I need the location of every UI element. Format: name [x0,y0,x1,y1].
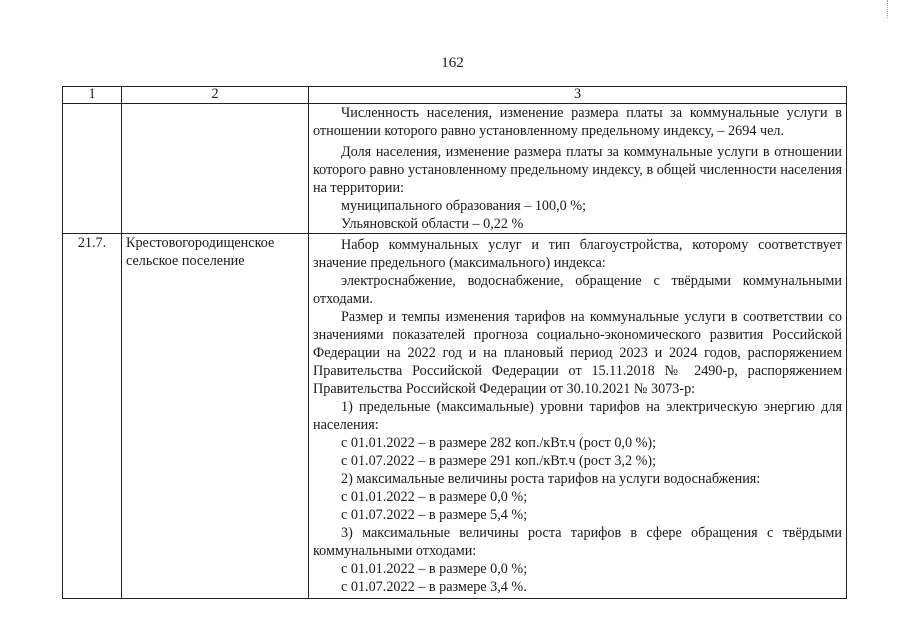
paragraph: Набор коммунальных услуг и тип благоустройства, которому соответствует значение предельного (максимального) индекса: [313,237,842,271]
list-item: с 01.01.2022 – в размере 282 коп./кВт.ч (рост 0,0 %); [341,435,657,451]
empty-number-cell [63,104,122,234]
document-table [62,86,847,599]
list-item: с 01.07.2022 – в размере 291 коп./кВт.ч (рост 3,2 %); [341,453,657,469]
list-item: с 01.07.2022 – в размере 3,4 %. [341,579,527,595]
scan-artifact [887,0,891,18]
column-header-2: 2 [122,87,309,104]
list-item: Ульяновской области – 0,22 % [341,216,524,232]
paragraph: электроснабжение, водоснабжение, обращение с твёрдыми коммунальными отходами. [313,273,842,307]
list-item: 2) максимальные величины роста тарифов на услуги водоснабжения: [341,471,761,487]
paragraph: Численность населения, изменение размера платы за коммунальные услуги в отношении которого равно установленному предельному индексу, – 2694 чел. [313,105,842,139]
row-number: 21.7. [63,234,122,599]
table-row-continued [63,104,847,234]
list-item: с 01.01.2022 – в размере 0,0 %; [341,561,528,577]
continued-content-cell [309,104,847,234]
paragraph: 3) максимальные величины роста тарифов в сфере обращения с твёрдыми коммунальными отходами: [313,525,842,559]
paragraph: Доля населения, изменение размера платы за коммунальные услуги в отношении которого равно установленному предельному индексу, в общей численности населения на территории: [313,144,842,196]
paragraph: Размер и темпы изменения тарифов на коммунальные услуги в соответствии со значениями показателей прогноза социально-экономического развития Российской Федерации на 2022 год и на плановый период 2023 и 2024 годов, распоряжением Правительства Российской Федерации от 15.11.2018 № 2490-р, распоряжением Правительства Российской Федерации от 30.10.2021 № 3073-р: [313,309,842,397]
main-content-cell [309,234,847,599]
list-item: муниципального образования – 100,0 %; [341,198,587,214]
list-item: с 01.01.2022 – в размере 0,0 %; [341,489,528,505]
paragraph: 1) предельные (максимальные) уровни тарифов на электрическую энергию для населения: [313,399,842,433]
empty-name-cell [122,104,309,234]
column-header-3: 3 [309,87,847,104]
page-number: 162 [441,55,464,71]
list-item: с 01.07.2022 – в размере 5,4 %; [341,507,528,523]
table-header-row [63,87,847,104]
settlement-name: Крестовогородищенское сельское поселение [122,234,309,599]
column-header-1: 1 [63,87,122,104]
table-row-21-7 [63,234,847,599]
